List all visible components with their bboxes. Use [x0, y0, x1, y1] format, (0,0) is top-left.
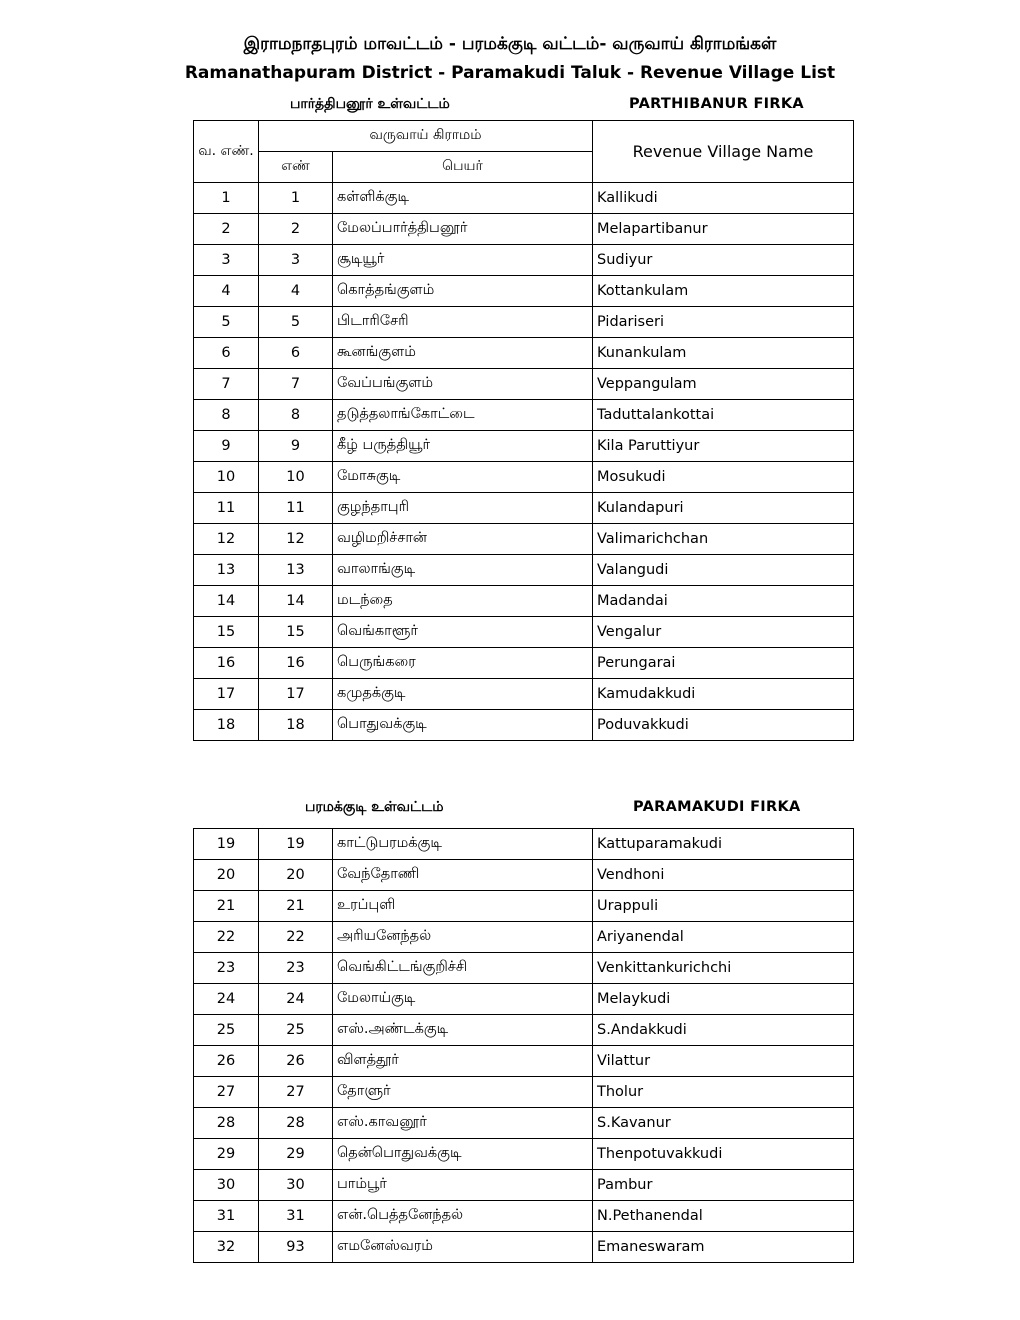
- village-name-tamil-cell: கூனங்குளம்: [333, 338, 593, 369]
- village-name-english-cell: N.Pethanendal: [593, 1201, 854, 1232]
- village-name-tamil-cell: பாம்பூர்: [333, 1170, 593, 1201]
- table-row: [194, 829, 854, 860]
- revenue-village-header: வருவாய் கிராமம்: [259, 121, 593, 152]
- village-name-tamil-cell: வழிமறிச்சான்: [333, 524, 593, 555]
- village-number-cell: 3: [259, 245, 333, 276]
- revenue-village-table-paramakudi: [193, 828, 854, 1263]
- village-name-tamil-cell: தென்பொதுவக்குடி: [333, 1139, 593, 1170]
- table-row: [194, 276, 854, 307]
- table-row: [194, 338, 854, 369]
- serial-number-cell: 8: [194, 400, 259, 431]
- table-row: [194, 431, 854, 462]
- table-row: [194, 307, 854, 338]
- document-title-english: Ramanathapuram District - Paramakudi Taluk - Revenue Village List: [184, 63, 836, 83]
- village-number-cell: 21: [259, 891, 333, 922]
- table-row: [194, 1077, 854, 1108]
- serial-number-cell: 11: [194, 493, 259, 524]
- village-name-tamil-cell: தடுத்தலாங்கோட்டை: [333, 400, 593, 431]
- village-name-tamil-cell: பிடாரிசேரி: [333, 307, 593, 338]
- village-number-cell: 9: [259, 431, 333, 462]
- village-number-cell: 25: [259, 1015, 333, 1046]
- table-row: [194, 245, 854, 276]
- firka-title-tamil: பரமக்குடி உள்வட்டம்: [305, 799, 444, 815]
- village-name-english-cell: Vilattur: [593, 1046, 854, 1077]
- table-row: [194, 183, 854, 214]
- table-row: [194, 1170, 854, 1201]
- village-number-cell: 14: [259, 586, 333, 617]
- village-name-english-cell: Tholur: [593, 1077, 854, 1108]
- village-name-tamil-cell: மேலாய்குடி: [333, 984, 593, 1015]
- village-number-cell: 26: [259, 1046, 333, 1077]
- table-row: [194, 617, 854, 648]
- village-name-english-cell: S.Andakkudi: [593, 1015, 854, 1046]
- village-name-english-cell: Poduvakkudi: [593, 710, 854, 741]
- village-name-english-cell: Emaneswaram: [593, 1232, 854, 1263]
- village-name-english-cell: Pambur: [593, 1170, 854, 1201]
- name-header: பெயர்: [333, 152, 593, 183]
- village-number-cell: 6: [259, 338, 333, 369]
- village-number-cell: 1: [259, 183, 333, 214]
- village-name-tamil-cell: வெங்கிட்டங்குறிச்சி: [333, 953, 593, 984]
- serial-number-cell: 21: [194, 891, 259, 922]
- village-number-cell: 22: [259, 922, 333, 953]
- village-name-english-cell: Sudiyur: [593, 245, 854, 276]
- serial-number-cell: 22: [194, 922, 259, 953]
- village-name-tamil-cell: சூடியூர்: [333, 245, 593, 276]
- serial-number-cell: 4: [194, 276, 259, 307]
- village-name-english-cell: Urappuli: [593, 891, 854, 922]
- village-name-english-cell: Kulandapuri: [593, 493, 854, 524]
- serial-number-cell: 12: [194, 524, 259, 555]
- table-row: [194, 648, 854, 679]
- village-name-tamil-cell: பொதுவக்குடி: [333, 710, 593, 741]
- table-row: [194, 1201, 854, 1232]
- serial-number-cell: 14: [194, 586, 259, 617]
- serial-number-cell: 25: [194, 1015, 259, 1046]
- village-name-english-cell: Melaykudi: [593, 984, 854, 1015]
- village-name-tamil-cell: எமனேஸ்வரம்: [333, 1232, 593, 1263]
- village-name-tamil-cell: காட்டுபரமக்குடி: [333, 829, 593, 860]
- table-body: [194, 829, 854, 1263]
- firka-title-tamil: பார்த்திபனூர் உள்வட்டம்: [290, 96, 450, 112]
- table-row: [194, 679, 854, 710]
- village-number-cell: 24: [259, 984, 333, 1015]
- table-row: [194, 369, 854, 400]
- village-name-english-cell: Kattuparamakudi: [593, 829, 854, 860]
- table-row: [194, 1046, 854, 1077]
- village-name-english-cell: Vendhoni: [593, 860, 854, 891]
- village-name-english-cell: Ariyanendal: [593, 922, 854, 953]
- village-number-cell: 27: [259, 1077, 333, 1108]
- village-name-english-cell: Kila Paruttiyur: [593, 431, 854, 462]
- revenue-village-table-parthibanur: [193, 120, 854, 741]
- village-name-english-cell: Perungarai: [593, 648, 854, 679]
- table-row: [194, 922, 854, 953]
- village-name-english-cell: Mosukudi: [593, 462, 854, 493]
- serial-number-cell: 18: [194, 710, 259, 741]
- village-name-tamil-cell: கமுதக்குடி: [333, 679, 593, 710]
- table-row: [194, 1015, 854, 1046]
- table-row: [194, 586, 854, 617]
- firka-title-english: PARAMAKUDI FIRKA: [633, 799, 801, 815]
- table-row: [194, 1139, 854, 1170]
- village-name-tamil-cell: குழந்தாபுரி: [333, 493, 593, 524]
- firka-title-english: PARTHIBANUR FIRKA: [629, 96, 804, 112]
- serial-number-cell: 27: [194, 1077, 259, 1108]
- village-name-tamil-cell: அரியனேந்தல்: [333, 922, 593, 953]
- village-name-tamil-cell: என்.பெத்தனேந்தல்: [333, 1201, 593, 1232]
- serial-number-cell: 5: [194, 307, 259, 338]
- number-header: எண்: [259, 152, 333, 183]
- village-number-cell: 15: [259, 617, 333, 648]
- village-name-tamil-cell: மடந்தை: [333, 586, 593, 617]
- table-row: [194, 462, 854, 493]
- serial-number-cell: 32: [194, 1232, 259, 1263]
- village-number-cell: 4: [259, 276, 333, 307]
- village-number-cell: 16: [259, 648, 333, 679]
- village-name-tamil-cell: வெங்காளூர்: [333, 617, 593, 648]
- village-name-english-cell: Vengalur: [593, 617, 854, 648]
- village-number-cell: 8: [259, 400, 333, 431]
- village-number-cell: 28: [259, 1108, 333, 1139]
- village-number-cell: 10: [259, 462, 333, 493]
- village-name-tamil-cell: விளத்தூர்: [333, 1046, 593, 1077]
- table-row: [194, 710, 854, 741]
- village-name-english-cell: S.Kavanur: [593, 1108, 854, 1139]
- village-number-cell: 29: [259, 1139, 333, 1170]
- village-name-english-cell: Kunankulam: [593, 338, 854, 369]
- serial-number-cell: 7: [194, 369, 259, 400]
- village-name-tamil-cell: தோளுர்: [333, 1077, 593, 1108]
- sl-no-header: வ. எண்.: [194, 121, 259, 183]
- village-name-english-cell: Kallikudi: [593, 183, 854, 214]
- village-name-english-cell: Melapartibanur: [593, 214, 854, 245]
- table-row: [194, 493, 854, 524]
- table-row: [194, 1232, 854, 1263]
- village-name-english-cell: Venkittankurichchi: [593, 953, 854, 984]
- village-number-cell: 11: [259, 493, 333, 524]
- serial-number-cell: 6: [194, 338, 259, 369]
- table-row: [194, 984, 854, 1015]
- village-number-cell: 23: [259, 953, 333, 984]
- village-name-english-cell: Valimarichchan: [593, 524, 854, 555]
- serial-number-cell: 3: [194, 245, 259, 276]
- serial-number-cell: 19: [194, 829, 259, 860]
- village-name-english-cell: Kamudakkudi: [593, 679, 854, 710]
- village-number-cell: 7: [259, 369, 333, 400]
- village-number-cell: 19: [259, 829, 333, 860]
- table-row: [194, 400, 854, 431]
- serial-number-cell: 10: [194, 462, 259, 493]
- village-name-tamil-cell: மேலப்பார்த்திபனூர்: [333, 214, 593, 245]
- serial-number-cell: 16: [194, 648, 259, 679]
- village-name-tamil-cell: கொத்தங்குளம்: [333, 276, 593, 307]
- village-name-english-cell: Thenpotuvakkudi: [593, 1139, 854, 1170]
- table-row: [194, 1108, 854, 1139]
- serial-number-cell: 17: [194, 679, 259, 710]
- village-number-cell: 13: [259, 555, 333, 586]
- village-number-cell: 12: [259, 524, 333, 555]
- table-row: [194, 524, 854, 555]
- serial-number-cell: 31: [194, 1201, 259, 1232]
- village-number-cell: 2: [259, 214, 333, 245]
- village-name-tamil-cell: கீழ் பருத்தியூர்: [333, 431, 593, 462]
- village-name-tamil-cell: எஸ்.அண்டக்குடி: [333, 1015, 593, 1046]
- village-name-tamil-cell: வாலாங்குடி: [333, 555, 593, 586]
- serial-number-cell: 2: [194, 214, 259, 245]
- village-name-english-cell: Kottankulam: [593, 276, 854, 307]
- village-number-cell: 5: [259, 307, 333, 338]
- village-number-cell: 18: [259, 710, 333, 741]
- village-number-cell: 30: [259, 1170, 333, 1201]
- village-name-tamil-cell: உரப்புளி: [333, 891, 593, 922]
- village-number-cell: 17: [259, 679, 333, 710]
- serial-number-cell: 15: [194, 617, 259, 648]
- serial-number-cell: 29: [194, 1139, 259, 1170]
- serial-number-cell: 9: [194, 431, 259, 462]
- village-number-cell: 20: [259, 860, 333, 891]
- village-name-english-cell: Veppangulam: [593, 369, 854, 400]
- village-name-tamil-cell: பெருங்கரை: [333, 648, 593, 679]
- table-row: [194, 953, 854, 984]
- serial-number-cell: 13: [194, 555, 259, 586]
- village-name-tamil-cell: கள்ளிக்குடி: [333, 183, 593, 214]
- village-number-cell: 31: [259, 1201, 333, 1232]
- serial-number-cell: 24: [194, 984, 259, 1015]
- table-row: [194, 860, 854, 891]
- village-name-tamil-cell: வேப்பங்குளம்: [333, 369, 593, 400]
- village-name-tamil-cell: எஸ்.காவனூர்: [333, 1108, 593, 1139]
- village-name-english-cell: Pidariseri: [593, 307, 854, 338]
- village-number-cell: 93: [259, 1232, 333, 1263]
- village-name-tamil-cell: மோசுகுடி: [333, 462, 593, 493]
- village-name-english-cell: Madandai: [593, 586, 854, 617]
- revenue-village-name-header: Revenue Village Name: [593, 121, 854, 183]
- document-title-tamil: இராமநாதபுரம் மாவட்டம் - பரமக்குடி வட்டம்- வருவாய் கிராமங்கள்: [243, 34, 777, 54]
- village-name-english-cell: Valangudi: [593, 555, 854, 586]
- serial-number-cell: 1: [194, 183, 259, 214]
- serial-number-cell: 20: [194, 860, 259, 891]
- serial-number-cell: 23: [194, 953, 259, 984]
- serial-number-cell: 26: [194, 1046, 259, 1077]
- serial-number-cell: 30: [194, 1170, 259, 1201]
- table-row: [194, 891, 854, 922]
- table-body: [194, 183, 854, 741]
- serial-number-cell: 28: [194, 1108, 259, 1139]
- table-row: [194, 214, 854, 245]
- village-name-english-cell: Taduttalankottai: [593, 400, 854, 431]
- village-name-tamil-cell: வேந்தோணி: [333, 860, 593, 891]
- table-row: [194, 555, 854, 586]
